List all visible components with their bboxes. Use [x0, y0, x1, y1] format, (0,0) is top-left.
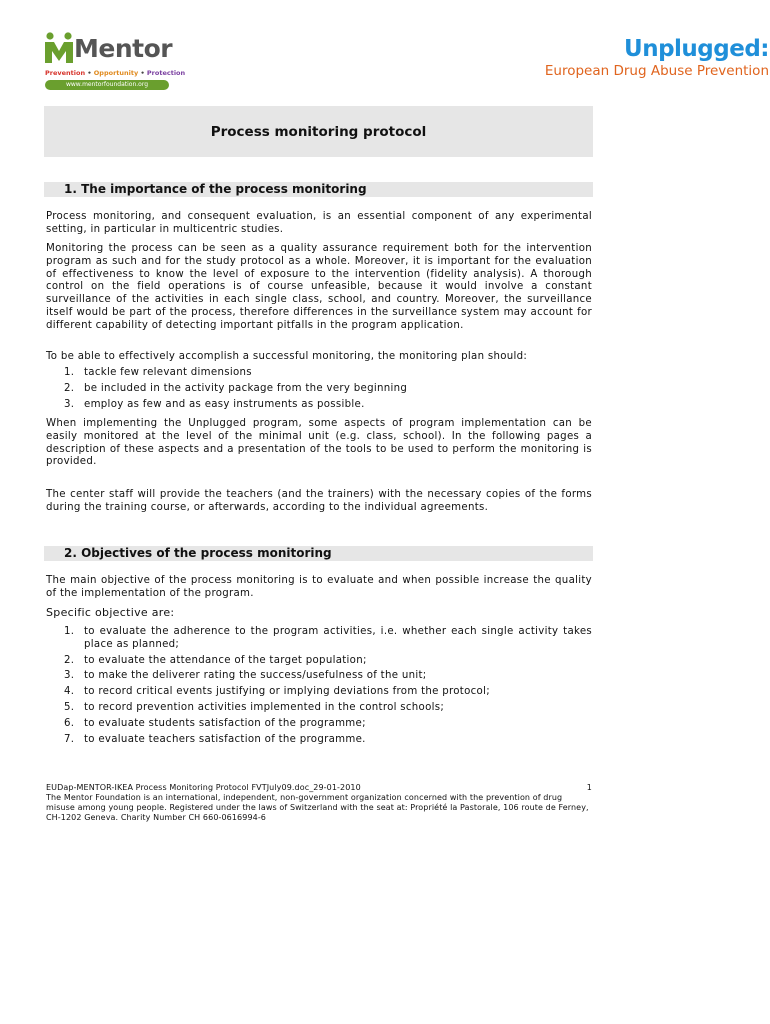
mentor-wordmark: Mentor	[74, 34, 173, 63]
list-item: 1. tackle few relevant dimensions	[64, 367, 252, 378]
section-2-heading: 2. Objectives of the process monitoring	[44, 546, 593, 561]
page-number: 1	[586, 783, 592, 792]
section-1-paragraph-5: The center staff will provide the teachers (and the trainers) with the necessary copies of the forms during the training course, or afterwards, according to the individual agreements.	[46, 489, 592, 513]
unplugged-subtitle: European Drug Abuse Prevention	[544, 63, 769, 79]
list-item: 6. to evaluate students satisfaction of the programme;	[64, 717, 366, 729]
section-2-paragraph-1: The main objective of the process monitoring is to evaluate and when possible increase the quality of the implementation of the program.	[46, 575, 592, 599]
page-footer	[46, 783, 592, 823]
section-2-paragraph-2: Specific objective are:	[46, 606, 175, 619]
footer-legal-text: The Mentor Foundation is an international, independent, non-government organization concerned with the prevention of drug misuse among young people. Registered under the laws of Switzerland with the seat at: Propriété la Pastorale, 106 route de Ferney, CH-1202 Geneva. Charity Number CH 660-0616994-6	[46, 793, 589, 822]
mentor-tagline: Prevention • Opportunity • Protection	[45, 69, 186, 77]
list-item: 2. to evaluate the attendance of the target population;	[64, 654, 367, 666]
section-1-paragraph-1: Process monitoring, and consequent evaluation, is an essential component of any experimental setting, in particular in multicentric studies.	[46, 211, 592, 235]
section-1-paragraph-3: To be able to effectively accomplish a successful monitoring, the monitoring plan should:	[46, 351, 528, 362]
list-item: 2. be included in the activity package from the very beginning	[64, 382, 408, 394]
section-1-paragraph-4: When implementing the Unplugged program, some aspects of program implementation can be easily monitored at the level of the minimal unit (e.g. class, school). In the following pages a description of these aspects and a presentation of the tools to be used to perform the monitoring is provided.	[46, 418, 592, 468]
mentor-people-icon	[44, 32, 74, 64]
list-item: 5. to record prevention activities implemented in the control schools;	[64, 701, 445, 713]
document-title-box	[44, 106, 593, 157]
footer-doc-id: EUDap-MENTOR-IKEA Process Monitoring Protocol FVTJuly09.doc_29-01-2010	[46, 783, 361, 792]
monitoring-plan-list	[64, 367, 592, 414]
list-item: 4. to record critical events justifying or implying deviations from the protocol;	[64, 686, 490, 698]
objectives-list	[64, 626, 592, 749]
list-item: 1. to evaluate the adherence to the program activities, i.e. whether each single activity takes place as planned;	[64, 626, 592, 650]
section-1-heading: 1. The importance of the process monitoring	[44, 182, 593, 197]
unplugged-title: Unplugged:	[624, 36, 769, 62]
list-item: 3. employ as few and as easy instruments as possible.	[64, 398, 365, 410]
list-item: 3. to make the deliverer rating the success/usefulness of the unit;	[64, 670, 427, 682]
section-1-paragraph-2: Monitoring the process can be seen as a quality assurance requirement both for the intervention program as such and for the study protocol as a whole. Moreover, it is important for the evaluation of effectiveness to know the level of exposure to the intervention (fidelity analysis). A thorough control on the field operations is of course unfeasible, because it would involve a constant surveillance of the activities in each single class, school, and country. Moreover, the surveillance itself would be part of the process, therefore differences in the surveillance system may account for different capability of detecting important pitfalls in the program application.	[46, 243, 592, 331]
mentor-logo	[44, 32, 186, 90]
list-item: 7. to evaluate teachers satisfaction of the programme.	[64, 733, 366, 745]
mentor-url: www.mentorfoundation.org	[45, 80, 169, 90]
document-title: Process monitoring protocol	[210, 123, 427, 140]
